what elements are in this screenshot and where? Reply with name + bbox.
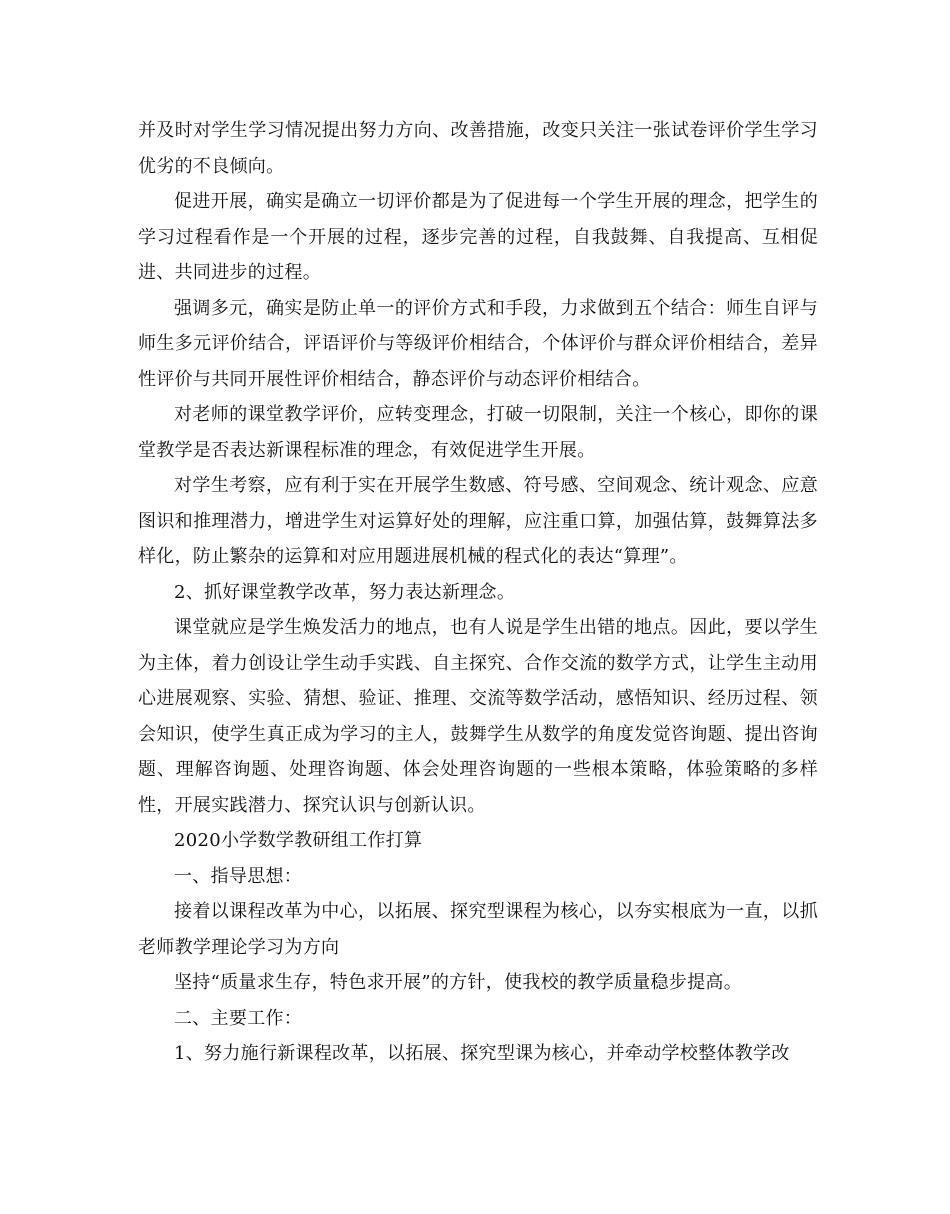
paragraph-6: 课堂就应是学生焕发活力的地点，也有人说是学生出错的地点。因此，要以学生为主体，着力创设让学生动手实践、自主探究、合作交流的数学方式，让学生主动用心进展观察、实验、猜想、验证、推理、交流等数学活动，感悟知识、经历过程、领会知识，使学生真正成为学习的主人，鼓舞学生从数学的角度发觉咨询题、提出咨询题、理解咨询题、处理咨询题、体会处理咨询题的一些根本策略，体验策略的多样性，开展实践潜力、探究认识与创新认识。 [138, 617, 818, 816]
document-title: 2020小学数学教研组工作打算 [174, 830, 423, 851]
paragraph-5: 对学生考察，应有利于实在开展学生数感、符号感、空间观念、统计观念、应意图识和推理潜力，增进学生对运算好处的理解，应注重口算，加强估算，鼓舞算法多样化，防止繁杂的运算和对应用题进展机械的程式化的表达“算理”。 [138, 475, 818, 567]
paragraph-8: 坚持“质量求生存，特色求开展”的方针，使我校的教学质量稳步提高。 [174, 972, 743, 993]
document-body [138, 113, 818, 1072]
paragraph-9: 1、努力施行新课程改革，以拓展、探究型课为核心，并牵动学校整体教学改 [174, 1043, 790, 1064]
section-heading-2: 2、抓好课堂教学改革，努力表达新理念。 [174, 581, 516, 603]
paragraph-1: 并及时对学生学习情况提出努力方向、改善措施，改变只关注一张试卷评价学生学习优劣的不良倾向。 [138, 120, 818, 177]
paragraph-2: 促进开展，确实是确立一切评价都是为了促进每一个学生开展的理念，把学生的学习过程看作是一个开展的过程，逐步完善的过程，自我鼓舞、自我提高、互相促进、共同进步的过程。 [138, 191, 818, 283]
paragraph-7: 接着以课程改革为中心，以拓展、探究型课程为核心，以夯实根底为一直，以抓老师教学理论学习为方向 [138, 901, 818, 958]
paragraph-3: 强调多元，确实是防止单一的评价方式和手段，力求做到五个结合：师生自评与师生多元评价结合，评语评价与等级评价相结合，个体评价与群众评价相结合，差异性评价与共同开展性评价相结合，静态评价与动态评价相结合。 [138, 297, 818, 390]
paragraph-4: 对老师的课堂教学评价，应转变理念，打破一切限制，关注一个核心，即你的课堂教学是否表达新课程标准的理念，有效促进学生开展。 [138, 404, 818, 461]
heading-guiding-thought: 一、指导思想： [174, 865, 303, 887]
heading-main-work: 二、主要工作： [174, 1007, 303, 1029]
